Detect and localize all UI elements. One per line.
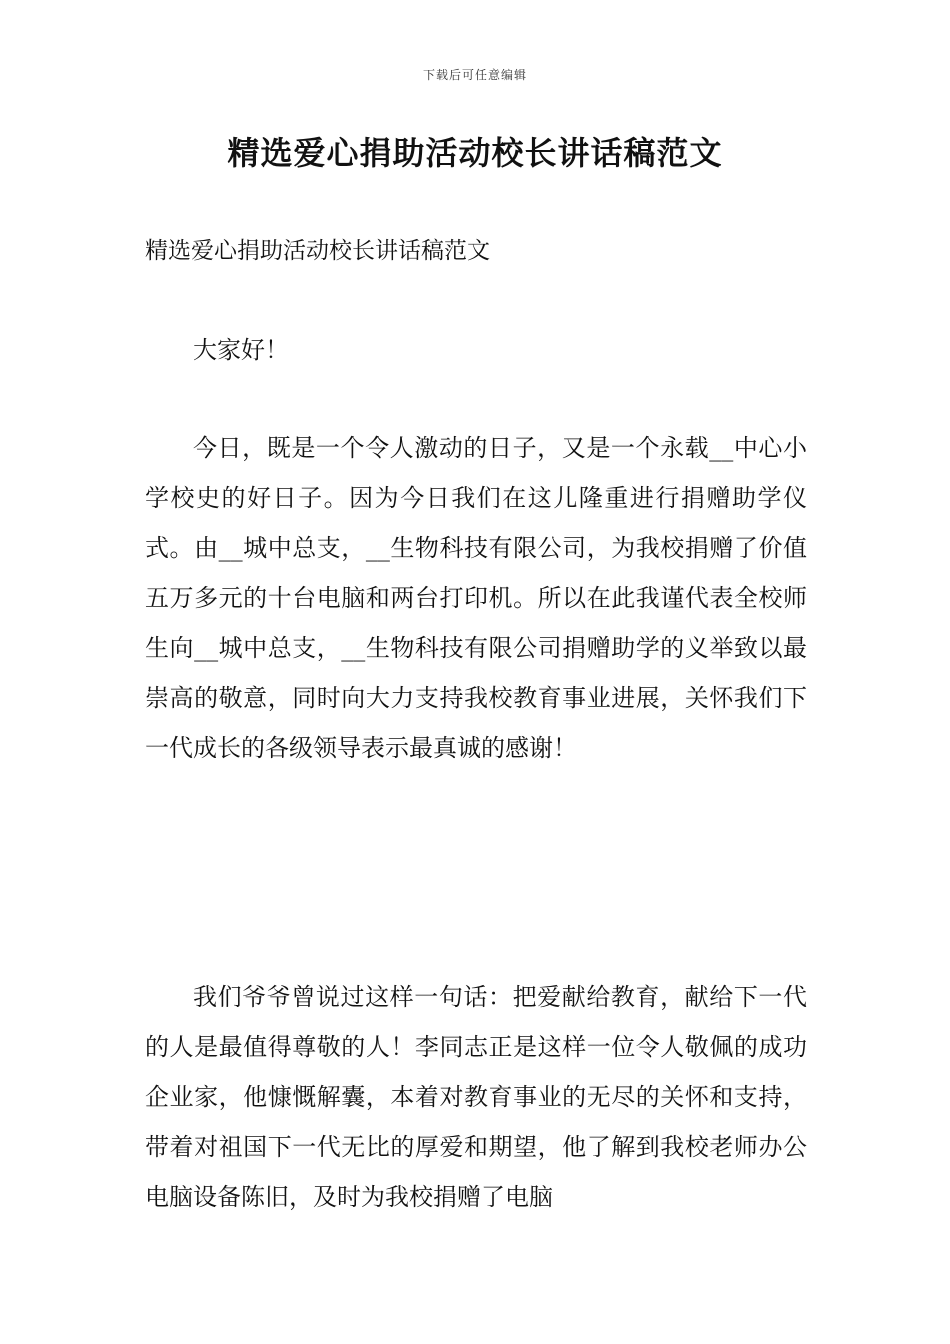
body-paragraph-1: 今日，既是一个令人激动的日子，又是一个永载__中心小学校史的好日子。因为今日我们在这儿隆重进行捐赠助学仪式。由__城中总支，__生物科技有限公司，为我校捐赠了价值五万多元的十台电脑和两台打印机。所以在此我谨代表全校师生向__城中总支，__生物科技有限公司捐赠助学的义举致以最崇高的敬意，同时向大力支持我校教育事业进展，关怀我们下一代成长的各级领导表示最真诚的感谢！ [145, 434, 807, 762]
body-paragraph-2: 我们爷爷曾说过这样一句话：把爱献给教育，献给下一代的人是最值得尊敬的人！李同志正是这样一位令人敬佩的成功企业家，他慷慨解囊，本着对教育事业的无尽的关怀和支持，带着对祖国下一代无比的厚爱和期望，他了解到我校老师办公电脑设备陈旧，及时为我校捐赠了电脑 [145, 983, 807, 1211]
greeting-paragraph: 大家好！ [193, 336, 289, 364]
header-note: 下载后可任意编辑 [422, 68, 527, 82]
document-title: 精选爱心捐助活动校长讲话稿范文 [227, 134, 723, 172]
document-subtitle: 精选爱心捐助活动校长讲话稿范文 [145, 238, 490, 264]
